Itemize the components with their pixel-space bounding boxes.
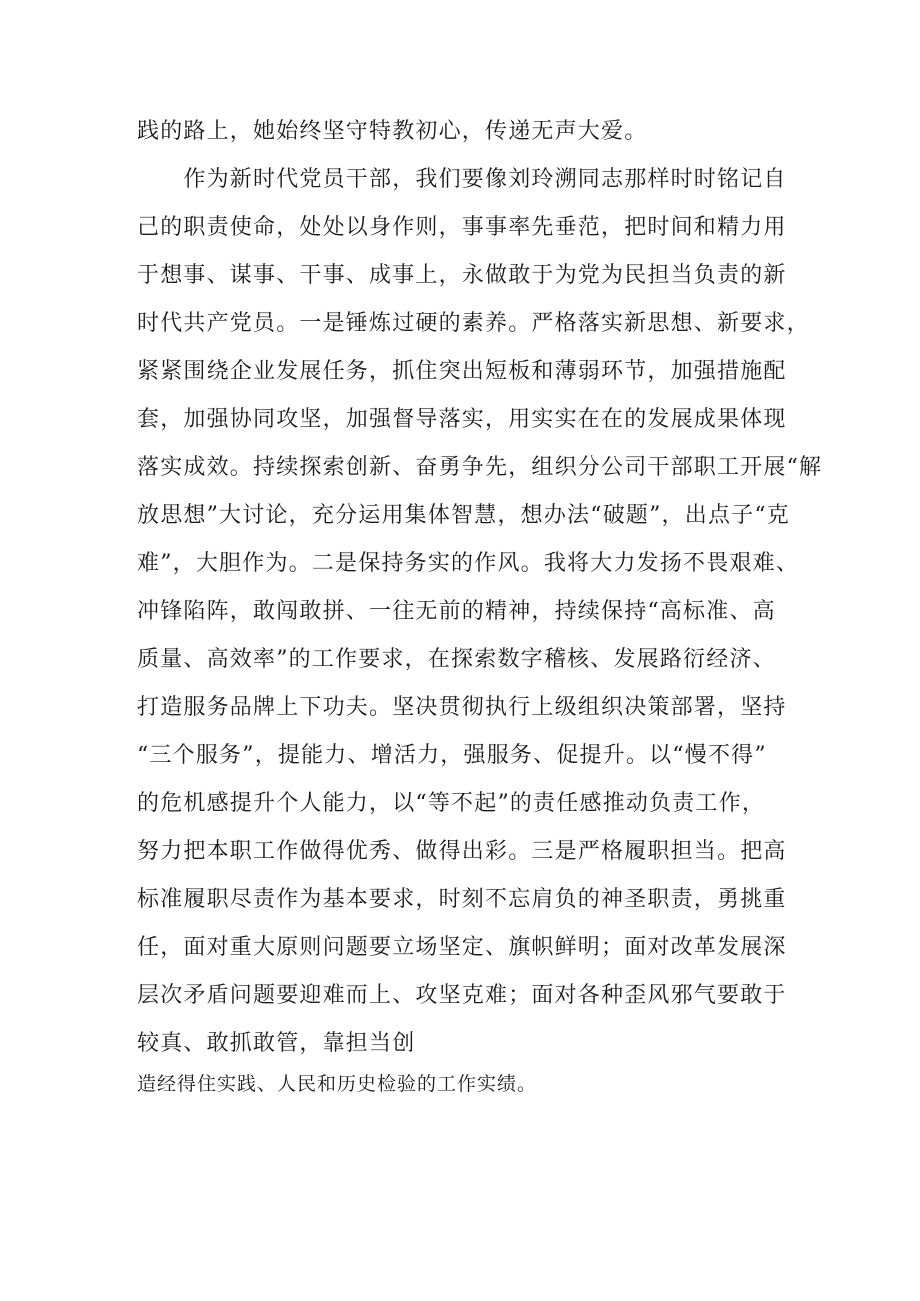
text-line: 标准履职尽责作为基本要求，时刻不忘肩负的神圣职责，勇挑重 [137,887,787,912]
text-line: 任，面对重大原则问题要立场坚定、旗帜鲜明；面对改革发展深 [137,935,787,960]
text-line: 层次矛盾问题要迎难而上、攻坚克难；面对各种歪风邪气要敢于 [137,983,787,1008]
text-line: 作为新时代党员干部，我们要像刘玲溯同志那样时时铭记自 [137,167,787,192]
text-line: 套，加强协同攻坚，加强督导落实，用实实在在的发展成果体现 [137,407,787,432]
text-line: 践的路上，她始终坚守特教初心，传递无声大爱。 [137,119,648,144]
text-line: 造经得住实践、人民和历史检验的工作实绩。 [137,1073,538,1095]
text-line: 冲锋陷阵，敢闯敢拼、一往无前的精神，持续保持“高标准、高 [137,599,776,624]
text-line: 放思想”大讨论，充分运用集体智慧，想办法“破题”，出点子“克 [137,503,790,528]
text-line: 打造服务品牌上下功夫。坚决贯彻执行上级组织决策部署，坚持 [137,695,787,720]
text-line: 难”，大胆作为。二是保持务实的作风。我将大力发扬不畏艰难、 [137,551,800,576]
text-line: “三个服务”，提能力、增活力，强服务、促提升。以“慢不得” [137,743,767,768]
text-line: 落实成效。持续探索创新、奋勇争先，组织分公司干部职工开展“解 [137,455,823,480]
text-line: 质量、高效率”的工作要求，在探索数字稽核、发展路衍经济、 [137,647,776,672]
text-line: 时代共产党员。一是锤炼过硬的素养。严格落实新思想、新要求， [137,311,810,336]
text-line: 紧紧围绕企业发展任务，抓住突出短板和薄弱环节，加强措施配 [137,359,787,384]
text-line: 于想事、谋事、干事、成事上，永做敢于为党为民担当负责的新 [137,263,787,288]
text-line: 较真、敢抓敢管，靠担当创 [137,1031,416,1056]
text-line: 己的职责使命，处处以身作则，事事率先垂范，把时间和精力用 [137,215,787,240]
text-line: 的危机感提升个人能力，以“等不起”的责任感推动负责工作， [137,791,766,816]
text-line: 努力把本职工作做得优秀、做得出彩。三是严格履职担当。把高 [137,839,787,864]
